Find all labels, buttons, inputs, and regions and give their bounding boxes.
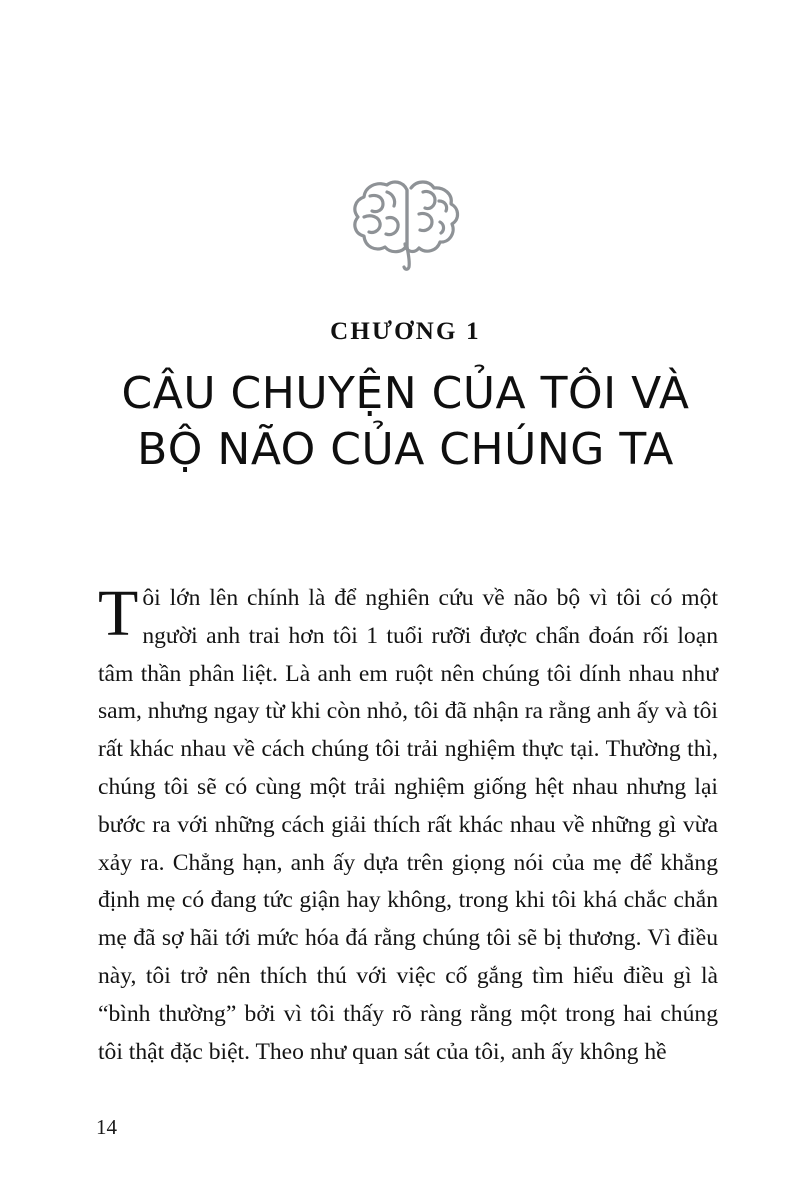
body-text bbox=[98, 577, 718, 1071]
body-paragraph-text: ôi lớn lên chính là để nghiên cứu về não bộ vì tôi có một người anh trai hơn tôi 1 tuổi rưỡi được chẩn đoán rối loạn tâm thần phân liệt. Là anh em ruột nên chúng tôi dính nhau như sam, nhưng ngay từ khi còn nhỏ, tôi đã nhận ra rằng anh ấy và tôi rất khác nhau về cách chúng tôi trải nghiệm thực tại. Thường thì, chúng tôi sẽ có cùng một trải nghiệm giống hệt nhau nhưng lại bước ra với những cách giải thích rất khác nhau về những gì vừa xảy ra. Chẳng hạn, anh ấy dựa trên giọng nói của mẹ để khẳng định mẹ có đang tức giận hay không, trong khi tôi khá chắc chắn mẹ đã sợ hãi tới mức hóa đá rằng chúng tôi sẽ bị thương. Vì điều này, tôi trở nên thích thú với việc cố gắng tìm hiểu điều gì là “bình thường” bởi vì tôi thấy rõ ràng rằng một trong hai chúng tôi thật đặc biệt. Theo như quan sát của tôi, anh ấy không hề bbox=[98, 585, 718, 1065]
page-title bbox=[60, 366, 751, 479]
body-paragraph bbox=[98, 577, 718, 1071]
brain-icon bbox=[347, 168, 465, 272]
page-number: 14 bbox=[96, 1115, 117, 1139]
brain-ornament bbox=[0, 168, 811, 272]
chapter-title-line-1: CÂU CHUYỆN CỦA TÔI VÀ bbox=[121, 368, 690, 419]
drop-cap: T bbox=[98, 577, 139, 650]
chapter-label: CHƯƠNG 1 bbox=[330, 318, 481, 345]
chapter-title-line-2: BỘ NÃO CỦA CHÚNG TA bbox=[137, 424, 674, 476]
